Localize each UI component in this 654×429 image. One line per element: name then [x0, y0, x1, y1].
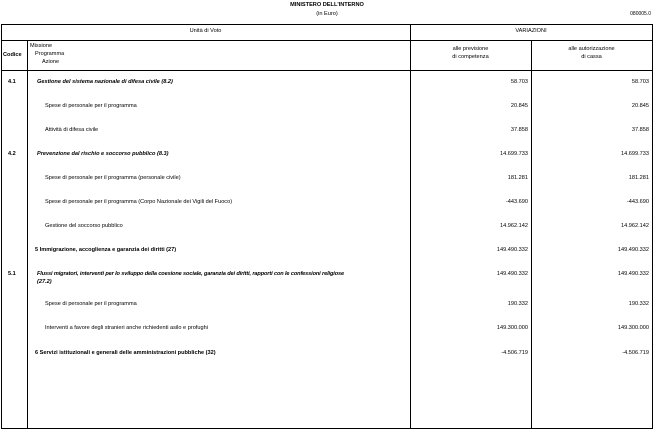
row-code: 4.1	[8, 79, 16, 85]
row-description: Interventi a favore degli stranieri anche richiedenti asilo e profughi	[45, 325, 208, 331]
row-competenza: -443.690	[505, 199, 528, 205]
row-competenza: -4.506.719	[501, 350, 528, 356]
row-code: 5.1	[8, 271, 16, 277]
row-competenza: 190.332	[507, 301, 528, 307]
row-cassa: -4.506.719	[622, 350, 649, 356]
row-competenza: 149.300.000	[496, 325, 528, 331]
row-cassa: -443.690	[626, 199, 649, 205]
row-competenza: 14.699.733	[500, 151, 528, 157]
document-code: 080005.0	[630, 11, 651, 17]
row-cassa: 181.281	[628, 175, 649, 181]
header-unita-di-voto: Unità di Voto	[189, 28, 222, 34]
row-code: 4.2	[8, 151, 16, 157]
row-cassa: 190.332	[628, 301, 649, 307]
row-cassa: 37.858	[631, 127, 649, 133]
row-description: Spese di personale per il programma	[45, 301, 137, 307]
row-description-cont: (27.2)	[37, 279, 52, 285]
ministry-title: MINISTERO DELL'INTERNO	[290, 2, 364, 8]
row-cassa: 149.300.000	[617, 325, 649, 331]
header-competenza-line1: alle previsione	[452, 46, 489, 52]
row-description: 5 Immigrazione, accoglienza e garanzia dei diritti (27)	[35, 247, 177, 253]
row-description: Attività di difesa civile	[45, 127, 99, 133]
row-description: Prevenzione dal rischio e soccorso pubblico (8.3)	[37, 151, 169, 157]
row-cassa: 14.962.142	[621, 223, 649, 229]
row-description: Spese di personale per il programma	[45, 103, 137, 109]
row-description: Flussi migratori, interventi per lo sviluppo della coesione sociale, garanzia dei diritti, rapporti con le confessioni religiose	[37, 271, 344, 277]
header-cassa-line2: di cassa	[581, 54, 602, 60]
header-variazioni: VARIAZIONI	[515, 28, 547, 34]
row-competenza: 149.490.332	[496, 247, 528, 253]
header-programma: Programma	[35, 51, 65, 57]
row-competenza: 37.858	[510, 127, 528, 133]
header-azione: Azione	[42, 59, 60, 65]
row-competenza: 20.845	[510, 103, 528, 109]
header-cassa-line1: alle autorizzazione	[568, 46, 615, 52]
header-missione: Missione	[30, 43, 53, 49]
row-description: Spese di personale per il programma (personale civile)	[45, 175, 181, 181]
row-cassa: 58.703	[631, 79, 649, 85]
row-description: Spese di personale per il programma (Corpo Nazionale dei Vigili del Fuoco)	[45, 199, 233, 205]
row-description: 6 Servizi istituzionali e generali delle amministrazioni pubbliche (32)	[35, 350, 216, 356]
header-competenza-line2: di competenza	[452, 54, 489, 60]
row-cassa: 149.490.332	[617, 271, 649, 277]
row-competenza: 149.490.332	[496, 271, 528, 277]
row-description: Gestione del soccorso pubblico	[45, 223, 123, 229]
row-cassa: 14.699.733	[621, 151, 649, 157]
row-cassa: 149.490.332	[617, 247, 649, 253]
row-competenza: 181.281	[507, 175, 528, 181]
row-cassa: 20.845	[631, 103, 649, 109]
row-competenza: 14.962.142	[500, 223, 528, 229]
row-competenza: 58.703	[510, 79, 528, 85]
header-codice: Codice	[3, 52, 22, 58]
currency-note: (in Euro)	[316, 11, 338, 17]
row-description: Gestione del sistema nazionale di difesa civile (8.2)	[37, 79, 173, 85]
